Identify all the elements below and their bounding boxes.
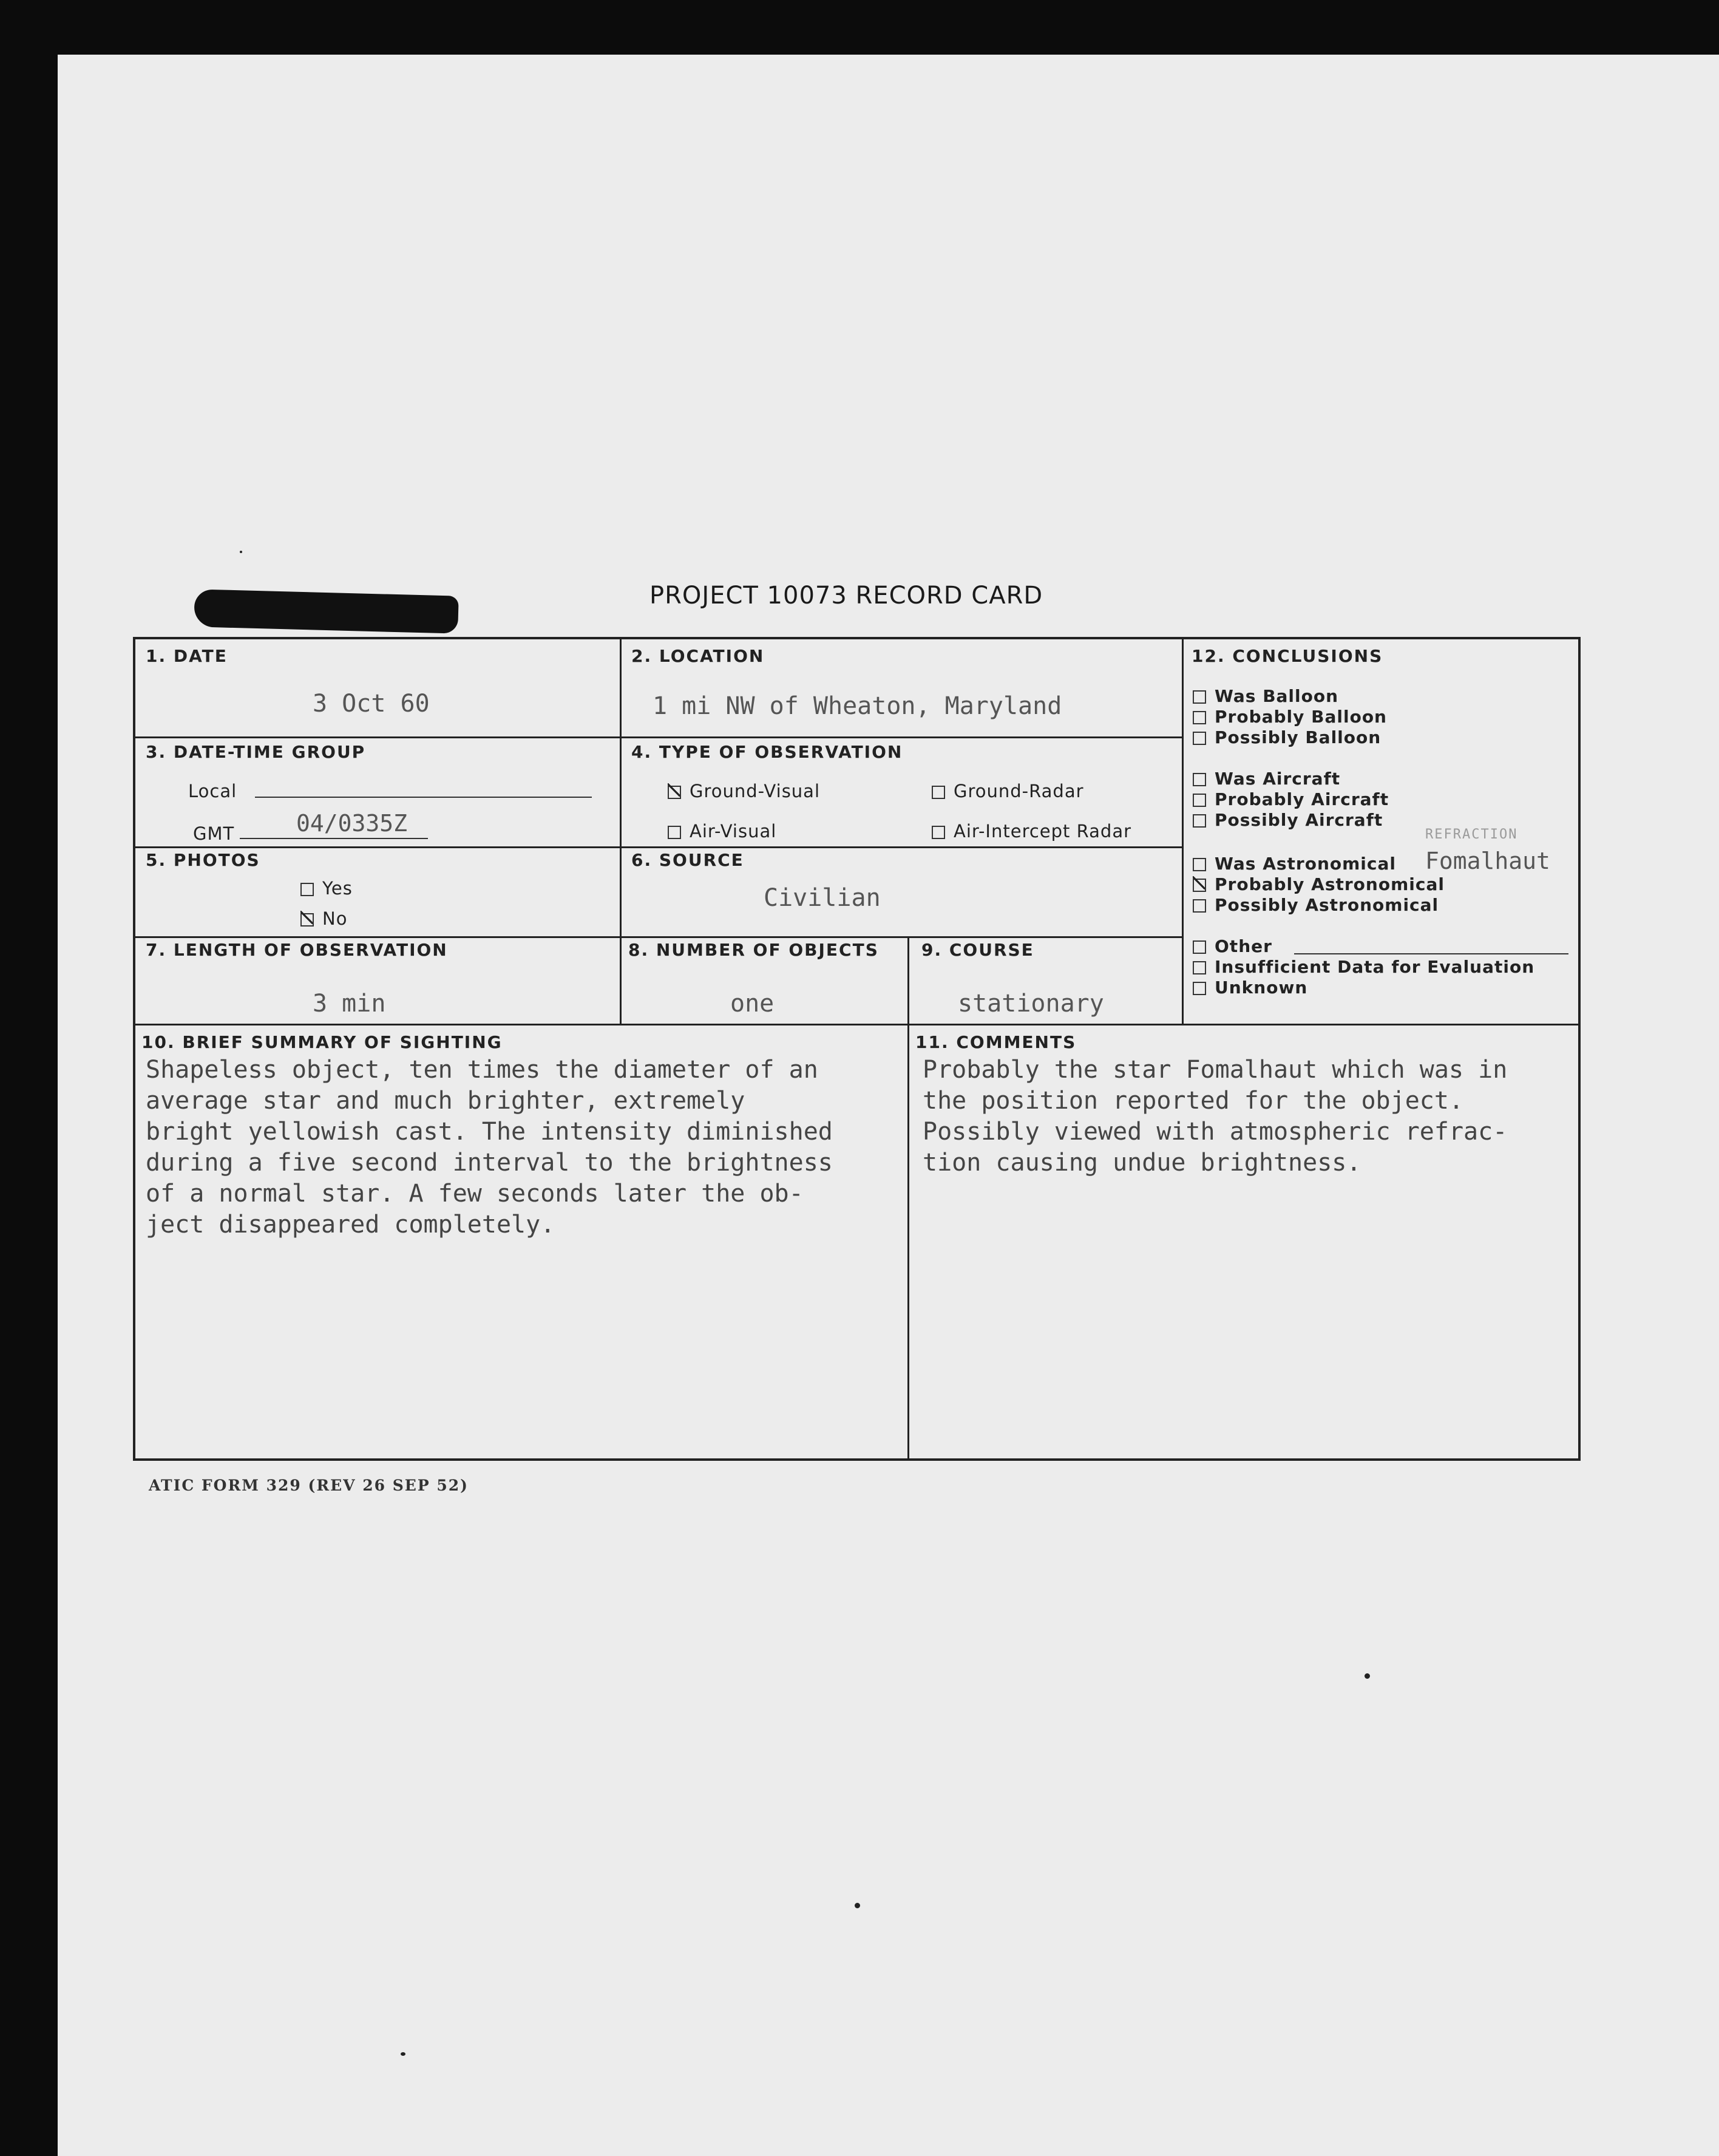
conclusion-item: Probably Aircraft bbox=[1193, 789, 1389, 809]
card-title: PROJECT 10073 RECORD CARD bbox=[649, 582, 1043, 610]
checkbox-icon bbox=[1193, 940, 1206, 954]
checkbox-icon bbox=[1193, 982, 1206, 995]
summary-line: during a five second interval to the brightness bbox=[146, 1149, 833, 1177]
checkbox-icon bbox=[932, 826, 945, 839]
divider bbox=[133, 736, 1182, 738]
checkbox-icon bbox=[1193, 899, 1206, 913]
date-time-group-label: 3. DATE-TIME GROUP bbox=[146, 742, 366, 762]
checkbox-icon bbox=[1193, 773, 1206, 786]
checkbox-icon bbox=[1193, 711, 1206, 724]
date-value: 3 Oct 60 bbox=[313, 690, 430, 718]
speck bbox=[1365, 1673, 1370, 1679]
comments-label: 11. COMMENTS bbox=[915, 1032, 1077, 1052]
divider bbox=[133, 936, 1182, 938]
location-label: 2. LOCATION bbox=[631, 646, 765, 666]
astronomical-note: Fomalhaut bbox=[1425, 848, 1550, 874]
option-ground-visual: Ground-Visual bbox=[668, 781, 820, 801]
form-number: ATIC FORM 329 (REV 26 SEP 52) bbox=[149, 1477, 469, 1494]
comments-line: Possibly viewed with atmospheric refrac- bbox=[923, 1118, 1508, 1146]
summary-line: ject disappeared completely. bbox=[146, 1211, 555, 1239]
number-of-objects-value: one bbox=[730, 990, 775, 1018]
speck bbox=[855, 1903, 860, 1908]
checkbox-icon bbox=[1193, 690, 1206, 704]
conclusion-item: Other bbox=[1193, 936, 1272, 956]
conclusion-item: Insufficient Data for Evaluation bbox=[1193, 957, 1534, 977]
comments-text bbox=[923, 1055, 1507, 1178]
date-label: 1. DATE bbox=[146, 646, 228, 666]
comments-line: the position reported for the object. bbox=[923, 1087, 1464, 1115]
conclusion-item: Unknown bbox=[1193, 978, 1307, 998]
comments-line: Probably the star Fomalhaut which was in bbox=[923, 1056, 1508, 1084]
divider bbox=[133, 846, 1182, 848]
conclusion-item: Possibly Astronomical bbox=[1193, 895, 1439, 915]
conclusions-label: 12. CONCLUSIONS bbox=[1192, 646, 1383, 666]
gmt-label: GMT bbox=[193, 823, 235, 844]
source-label: 6. SOURCE bbox=[631, 850, 744, 870]
speck bbox=[240, 551, 242, 553]
summary-line: of a normal star. A few seconds later the ob- bbox=[146, 1180, 804, 1208]
photos-yes: Yes bbox=[300, 878, 353, 899]
local-line bbox=[255, 797, 592, 798]
summary-label: 10. BRIEF SUMMARY OF SIGHTING bbox=[141, 1032, 503, 1052]
length-of-observation-value: 3 min bbox=[313, 990, 386, 1018]
speck bbox=[401, 2052, 405, 2056]
length-of-observation-label: 7. LENGTH OF OBSERVATION bbox=[146, 940, 448, 960]
divider bbox=[1182, 637, 1184, 1024]
gmt-value: 04/0335Z bbox=[296, 810, 408, 837]
checkbox-icon bbox=[300, 883, 314, 896]
summary-line: average star and much brighter, extremely bbox=[146, 1087, 745, 1115]
conclusion-item: Probably Astronomical bbox=[1193, 874, 1445, 894]
conclusion-item: Was Balloon bbox=[1193, 686, 1338, 706]
gmt-line bbox=[240, 838, 428, 839]
checkbox-icon bbox=[1193, 814, 1206, 828]
conclusion-item: Was Aircraft bbox=[1193, 769, 1340, 789]
photos-label: 5. PHOTOS bbox=[146, 850, 260, 870]
option-air-intercept-radar: Air-Intercept Radar bbox=[932, 821, 1131, 842]
summary-line: Shapeless object, ten times the diameter of an bbox=[146, 1056, 818, 1084]
other-line bbox=[1294, 953, 1568, 954]
checkbox-icon bbox=[932, 786, 945, 799]
checkbox-icon bbox=[1193, 732, 1206, 745]
divider bbox=[133, 1024, 1581, 1025]
summary-text bbox=[146, 1055, 833, 1240]
divider bbox=[907, 936, 909, 1461]
checkbox-icon bbox=[1193, 858, 1206, 871]
checkbox-icon bbox=[300, 913, 314, 927]
conclusion-item: Probably Balloon bbox=[1193, 707, 1387, 727]
local-label: Local bbox=[188, 781, 237, 801]
course-label: 9. COURSE bbox=[921, 940, 1034, 960]
type-of-observation-label: 4. TYPE OF OBSERVATION bbox=[631, 742, 903, 762]
checkbox-icon bbox=[1193, 879, 1206, 892]
redaction-mark bbox=[194, 589, 458, 633]
checkbox-icon bbox=[668, 786, 681, 799]
comments-line: tion causing undue brightness. bbox=[923, 1149, 1361, 1177]
number-of-objects-label: 8. NUMBER OF OBJECTS bbox=[628, 940, 879, 960]
conclusion-item: Possibly Balloon bbox=[1193, 727, 1381, 747]
option-air-visual: Air-Visual bbox=[668, 821, 776, 842]
checkbox-icon bbox=[1193, 794, 1206, 807]
photos-no: No bbox=[300, 908, 347, 929]
location-value: 1 mi NW of Wheaton, Maryland bbox=[653, 692, 1062, 720]
checkbox-icon bbox=[668, 826, 681, 839]
conclusion-item: Possibly Aircraft bbox=[1193, 810, 1383, 830]
checkbox-icon bbox=[1193, 961, 1206, 974]
source-value: Civilian bbox=[764, 884, 881, 912]
conclusion-item: Was Astronomical bbox=[1193, 854, 1396, 874]
summary-line: bright yellowish cast. The intensity diminished bbox=[146, 1118, 833, 1146]
refraction-stamp: REFRACTION bbox=[1425, 827, 1518, 842]
divider bbox=[620, 637, 622, 1024]
course-value: stationary bbox=[958, 990, 1104, 1018]
option-ground-radar: Ground-Radar bbox=[932, 781, 1084, 801]
